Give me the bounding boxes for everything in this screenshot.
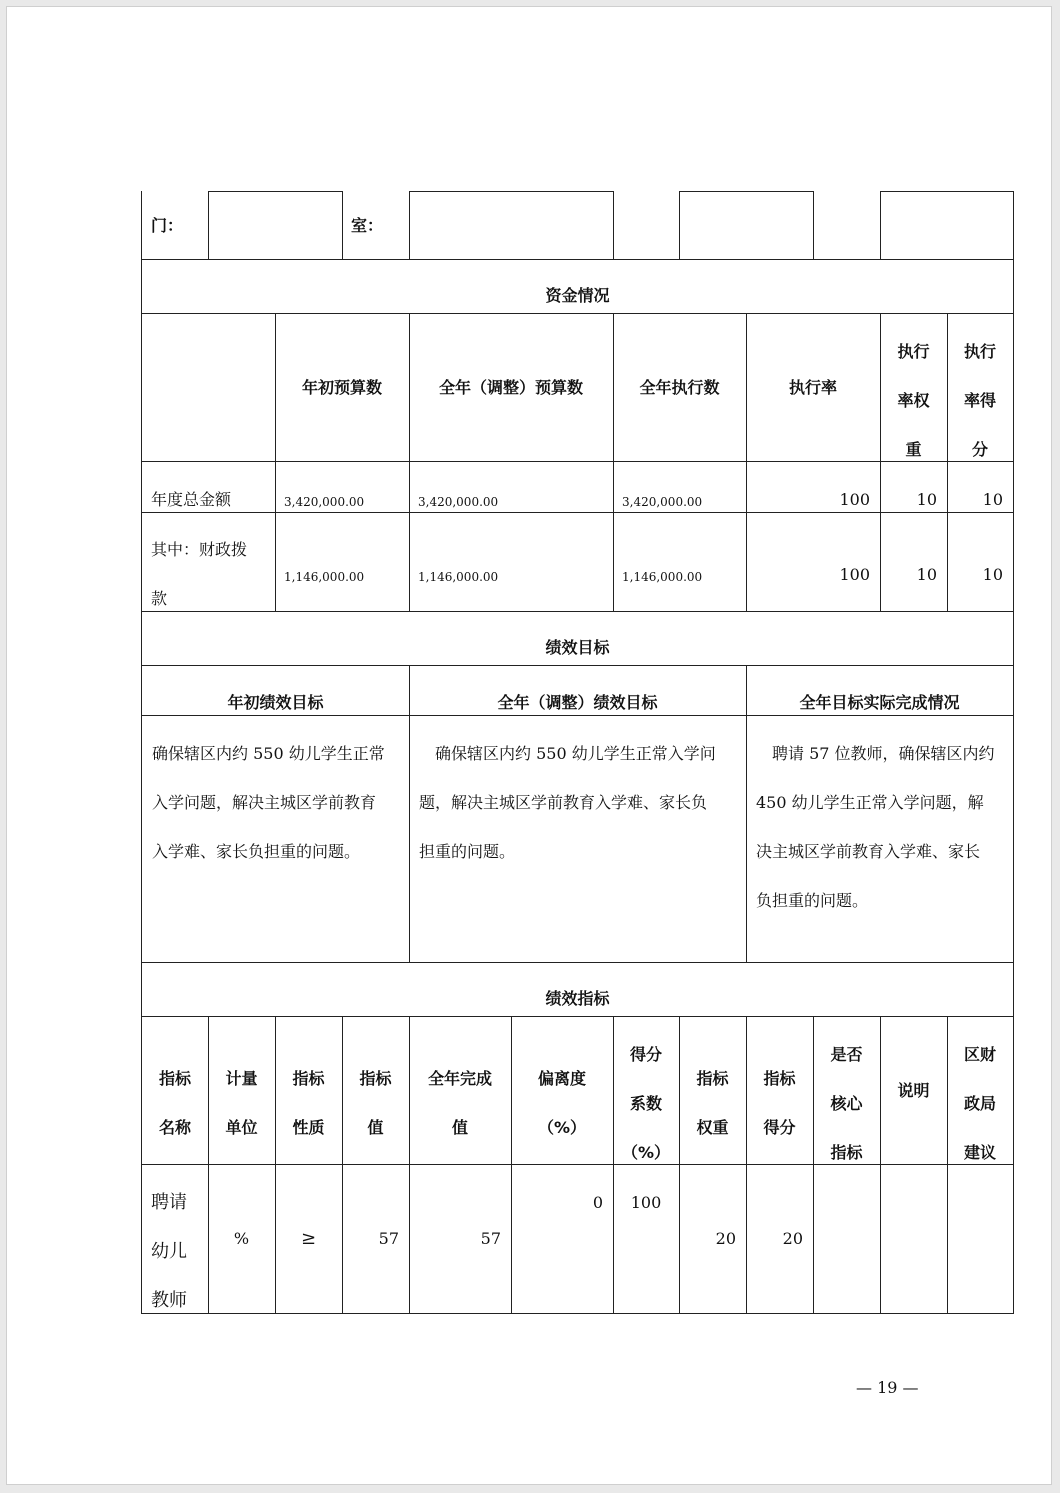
ind-row-unit: % (233, 1229, 250, 1248)
funds-row-fiscal-executed-cell (613, 512, 747, 612)
ind-header-deviation-cell (511, 1016, 614, 1165)
goals-adjusted-line2: 题，解决主城区学前教育入学难、家长负 (419, 793, 708, 812)
goals-section-title: 绩效目标 (545, 638, 610, 657)
header-exec-score-line1: 执行 (963, 342, 996, 361)
ind-header-advice-3: 建议 (963, 1143, 996, 1162)
funds-row-total-initial: 3,420,000.00 (284, 495, 365, 509)
header-exec-rate-cell (746, 313, 881, 462)
header-initial-budget-cell (275, 313, 410, 462)
ind-header-note: 说明 (897, 1080, 930, 1100)
ind-header-coef-1: 得分 (629, 1045, 662, 1064)
funds-header-blank (141, 313, 276, 462)
ind-row-coef-cell (613, 1164, 680, 1314)
funds-row-fiscal-initial: 1,146,000.00 (284, 570, 365, 584)
funds-row-total-weight: 10 (916, 490, 937, 509)
ind-header-advice-cell (947, 1016, 1014, 1165)
goals-header-initial: 年初绩效目标 (227, 693, 324, 712)
ind-header-advice-2: 政局 (963, 1094, 996, 1113)
dept-label-cell (141, 191, 209, 260)
goals-actual-text-cell (746, 715, 1014, 963)
header-adjusted-budget-cell (409, 313, 614, 462)
header-exec-weight-line3: 重 (905, 440, 922, 459)
funds-row-fiscal-score: 10 (982, 565, 1003, 584)
ind-row-note-cell (880, 1164, 948, 1314)
goals-actual-line1: 聘请 57 位教师，确保辖区内约 (756, 744, 995, 763)
ind-header-name-1: 指标 (158, 1069, 191, 1088)
ind-header-core-3: 指标 (830, 1143, 863, 1162)
header-initial-budget: 年初预算数 (301, 377, 382, 397)
office-label: 室： (351, 215, 384, 235)
header-exec-score-cell (947, 313, 1014, 462)
ind-row-completed-cell (409, 1164, 512, 1314)
indicators-section-title-cell (141, 962, 1014, 1017)
ind-header-core-1: 是否 (830, 1045, 863, 1064)
ind-row-deviation: 0 (592, 1193, 603, 1212)
funds-row-total-initial-cell (275, 461, 410, 513)
ind-header-value-cell (342, 1016, 410, 1165)
funds-section-title: 资金情况 (545, 286, 610, 305)
ind-header-unit-2: 单位 (225, 1118, 258, 1137)
ind-header-nature-1: 指标 (292, 1069, 325, 1088)
goals-adjusted-line1: 确保辖区内约 550 幼儿学生正常入学问 (419, 744, 716, 763)
ind-row-name-3: 教师 (151, 1290, 187, 1311)
header-exec-rate: 执行率 (788, 377, 837, 397)
header-blank-cell-2 (813, 191, 881, 260)
ind-row-name-2: 幼儿 (151, 1241, 187, 1262)
ind-header-value-2: 值 (367, 1118, 384, 1137)
ind-row-completed: 57 (480, 1229, 501, 1248)
ind-header-core-2: 核心 (830, 1094, 863, 1113)
funds-row-fiscal-adjusted: 1,146,000.00 (418, 570, 499, 584)
funds-row-total-score-cell (947, 461, 1014, 513)
goals-section-title-cell (141, 611, 1014, 666)
funds-row-fiscal-weight-cell (880, 512, 948, 612)
funds-row-total-label: 年度总金额 (151, 490, 232, 509)
funds-row-total-weight-cell (880, 461, 948, 513)
ind-header-advice-1: 区财 (963, 1045, 996, 1064)
goals-header-actual: 全年目标实际完成情况 (799, 693, 960, 712)
ind-row-value: 57 (378, 1229, 399, 1248)
ind-header-completed-cell (409, 1016, 512, 1165)
ind-header-score-cell (746, 1016, 814, 1165)
ind-header-nature-cell (275, 1016, 343, 1165)
goals-actual-line4: 负担重的问题。 (756, 891, 869, 910)
header-exec-score-line2: 率得 (963, 391, 996, 410)
ind-header-deviation-2: （%） (537, 1118, 587, 1137)
header-exec-weight-cell (880, 313, 948, 462)
ind-row-score-cell (746, 1164, 814, 1314)
header-exec-score-line3: 分 (971, 440, 988, 459)
header-executed: 全年执行数 (639, 377, 720, 397)
funds-row-fiscal-label-line2: 款 (151, 589, 168, 608)
ind-header-weight-1: 指标 (696, 1069, 729, 1088)
office-label-cell (342, 191, 410, 260)
ind-header-name-2: 名称 (158, 1118, 191, 1137)
ind-header-unit-1: 计量 (225, 1069, 258, 1088)
funds-row-total-adjusted-cell (409, 461, 614, 513)
ind-header-coef-cell (613, 1016, 680, 1165)
funds-row-fiscal-rate-cell (746, 512, 881, 612)
ind-row-unit-cell (208, 1164, 276, 1314)
ind-header-name-cell (141, 1016, 209, 1165)
funds-row-total-rate: 100 (839, 490, 870, 509)
ind-header-weight-cell (679, 1016, 747, 1165)
ind-header-value-1: 指标 (359, 1069, 392, 1088)
funds-row-fiscal-label-cell (141, 512, 276, 612)
goals-header-initial-cell (141, 665, 410, 716)
ind-header-core-cell (813, 1016, 881, 1165)
goals-actual-line2: 450 幼儿学生正常入学问题，解 (756, 793, 984, 812)
goals-initial-line2: 入学问题，解决主城区学前教育 (152, 793, 377, 812)
ind-row-core-cell (813, 1164, 881, 1314)
goals-initial-text-cell (141, 715, 410, 963)
ind-row-deviation-cell (511, 1164, 614, 1314)
goals-initial-line3: 入学难、家长负担重的问题。 (152, 842, 361, 861)
ind-header-deviation-1: 偏离度 (537, 1069, 586, 1088)
ind-header-coef-3: （%） (621, 1143, 671, 1162)
ind-header-completed-1: 全年完成 (427, 1069, 492, 1088)
goals-header-actual-cell (746, 665, 1014, 716)
ind-header-score-2: 得分 (763, 1118, 796, 1137)
page-number: — 19 — (856, 1378, 919, 1397)
ind-row-advice-cell (947, 1164, 1014, 1314)
funds-row-total-rate-cell (746, 461, 881, 513)
funds-row-total-adjusted: 3,420,000.00 (418, 495, 499, 509)
goals-actual-line3: 决主城区学前教育入学难、家长 (756, 842, 981, 861)
ind-row-nature-cell (275, 1164, 343, 1314)
header-value-cell-3 (679, 191, 814, 260)
funds-row-fiscal-executed: 1,146,000.00 (622, 570, 703, 584)
goals-initial-line1: 确保辖区内约 550 幼儿学生正常 (152, 744, 385, 763)
funds-row-fiscal-weight: 10 (916, 565, 937, 584)
dept-label: 门： (151, 215, 184, 235)
funds-row-total-score: 10 (982, 490, 1003, 509)
ind-header-unit-cell (208, 1016, 276, 1165)
ind-row-coef: 100 (630, 1193, 662, 1212)
funds-row-total-executed-cell (613, 461, 747, 513)
ind-header-coef-2: 系数 (629, 1094, 662, 1113)
funds-section-title-cell (141, 259, 1014, 314)
funds-row-fiscal-label-line1: 其中：财政拨 (151, 540, 248, 559)
ind-row-name-1: 聘请 (151, 1192, 187, 1213)
header-blank-cell (613, 191, 680, 260)
ind-header-score-1: 指标 (763, 1069, 796, 1088)
ind-header-completed-2: 值 (451, 1118, 468, 1137)
goals-adjusted-line3: 担重的问题。 (419, 842, 516, 861)
header-exec-weight-line2: 率权 (897, 391, 930, 410)
funds-row-total-label-cell (141, 461, 276, 513)
ind-row-weight: 20 (715, 1229, 736, 1248)
header-executed-cell (613, 313, 747, 462)
goals-adjusted-text-cell (409, 715, 747, 963)
goals-header-adjusted-cell (409, 665, 747, 716)
funds-row-fiscal-score-cell (947, 512, 1014, 612)
goals-header-adjusted: 全年（调整）绩效目标 (497, 693, 658, 712)
header-exec-weight-line1: 执行 (897, 342, 930, 361)
header-adjusted-budget: 全年（调整）预算数 (438, 377, 583, 397)
ind-row-score: 20 (782, 1229, 803, 1248)
ind-row-name-cell (141, 1164, 209, 1314)
funds-row-total-executed: 3,420,000.00 (622, 495, 703, 509)
office-value-cell (409, 191, 614, 260)
funds-row-fiscal-initial-cell (275, 512, 410, 612)
ind-row-weight-cell (679, 1164, 747, 1314)
ind-header-note-cell (880, 1016, 948, 1165)
ind-header-nature-2: 性质 (292, 1118, 325, 1137)
ind-row-nature: ≥ (300, 1228, 317, 1249)
header-value-cell-4 (880, 191, 1014, 260)
indicators-section-title: 绩效指标 (545, 989, 610, 1008)
funds-row-fiscal-rate: 100 (839, 565, 870, 584)
dept-value-cell (208, 191, 343, 260)
funds-row-fiscal-adjusted-cell (409, 512, 614, 612)
ind-row-value-cell (342, 1164, 410, 1314)
ind-header-weight-2: 权重 (696, 1118, 729, 1137)
